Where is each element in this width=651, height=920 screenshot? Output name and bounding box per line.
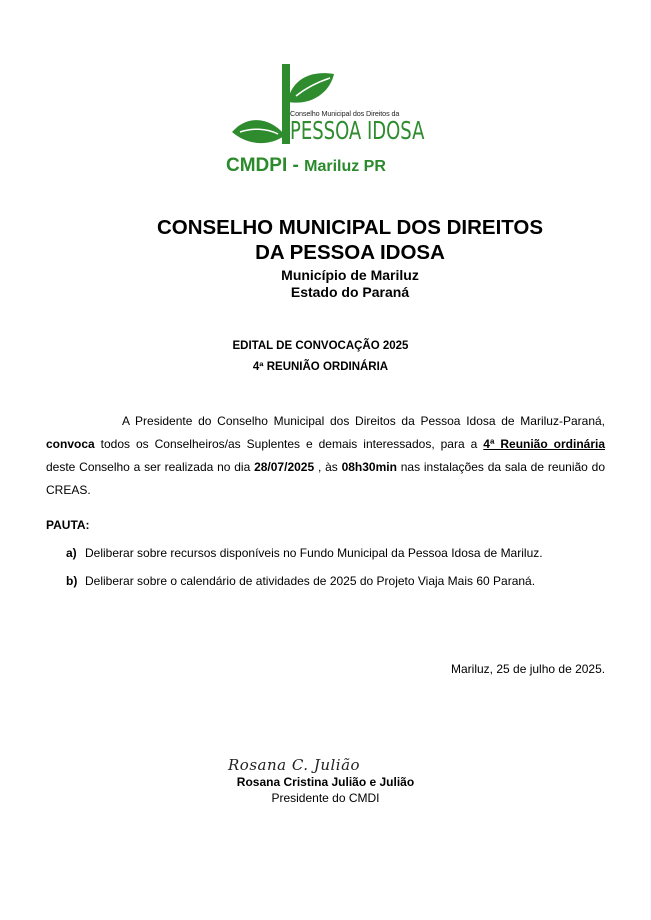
agenda-marker: b) — [66, 574, 78, 588]
meeting-time: 08h30min — [341, 460, 397, 474]
place-date: Mariluz, 25 de julho de 2025. — [451, 662, 606, 676]
agenda-item — [66, 546, 543, 560]
paragraph-text: deste Conselho a ser realizada no dia — [46, 460, 255, 474]
page-title-line2: DA PESSOA IDOSA — [255, 241, 445, 264]
logo-title: PESSOA IDOSA — [290, 116, 425, 145]
paragraph-text: , às — [314, 460, 342, 474]
edital-subtitle: 4ª REUNIÃO ORDINÁRIA — [252, 361, 389, 373]
agenda-title: PAUTA: — [46, 518, 90, 532]
logo-caption: Conselho Municipal dos Direitos da — [290, 109, 400, 118]
paragraph-text: nas instalações da sala de reunião do CREAS. — [46, 460, 606, 497]
paragraph-text: A Presidente do Conselho Municipal dos Direitos da Pessoa Idosa de Mariluz-Paraná, — [122, 414, 605, 428]
meeting-name: 4ª Reunião ordinária — [483, 437, 606, 451]
agenda-text: Deliberar sobre recursos disponíveis no Fundo Municipal da Pessoa Idosa de Mariluz. — [85, 546, 543, 560]
handwritten-signature: Rosana C. Julião — [228, 756, 361, 774]
edital-title: EDITAL DE CONVOCAÇÃO 2025 — [232, 340, 409, 352]
meeting-date: 28/07/2025 — [254, 460, 315, 474]
convoca-bold: convoca — [46, 437, 95, 451]
agenda-text: Deliberar sobre o calendário de atividades de 2025 do Projeto Viaja Mais 60 Paraná. — [85, 574, 536, 588]
state-heading: Estado do Paraná — [290, 284, 410, 300]
municipality-heading: Município de Mariluz — [281, 267, 419, 283]
paragraph-text: todos os Conselheiros/as Suplentes e demais interessados, para a — [94, 437, 484, 451]
signatory-role: Presidente do CMDI — [271, 791, 380, 805]
convocation-paragraph — [46, 410, 605, 502]
logo-acronym: CMDPI - — [226, 155, 305, 176]
signatory-name: Rosana Cristina Julião e Julião — [236, 775, 415, 789]
agenda-marker: a) — [66, 546, 77, 560]
agenda-item — [66, 574, 535, 588]
logo-place: Mariluz PR — [304, 158, 386, 175]
logo-subtitle — [226, 155, 426, 178]
page-title-line1: CONSELHO MUNICIPAL DOS DIREITOS — [156, 216, 544, 239]
